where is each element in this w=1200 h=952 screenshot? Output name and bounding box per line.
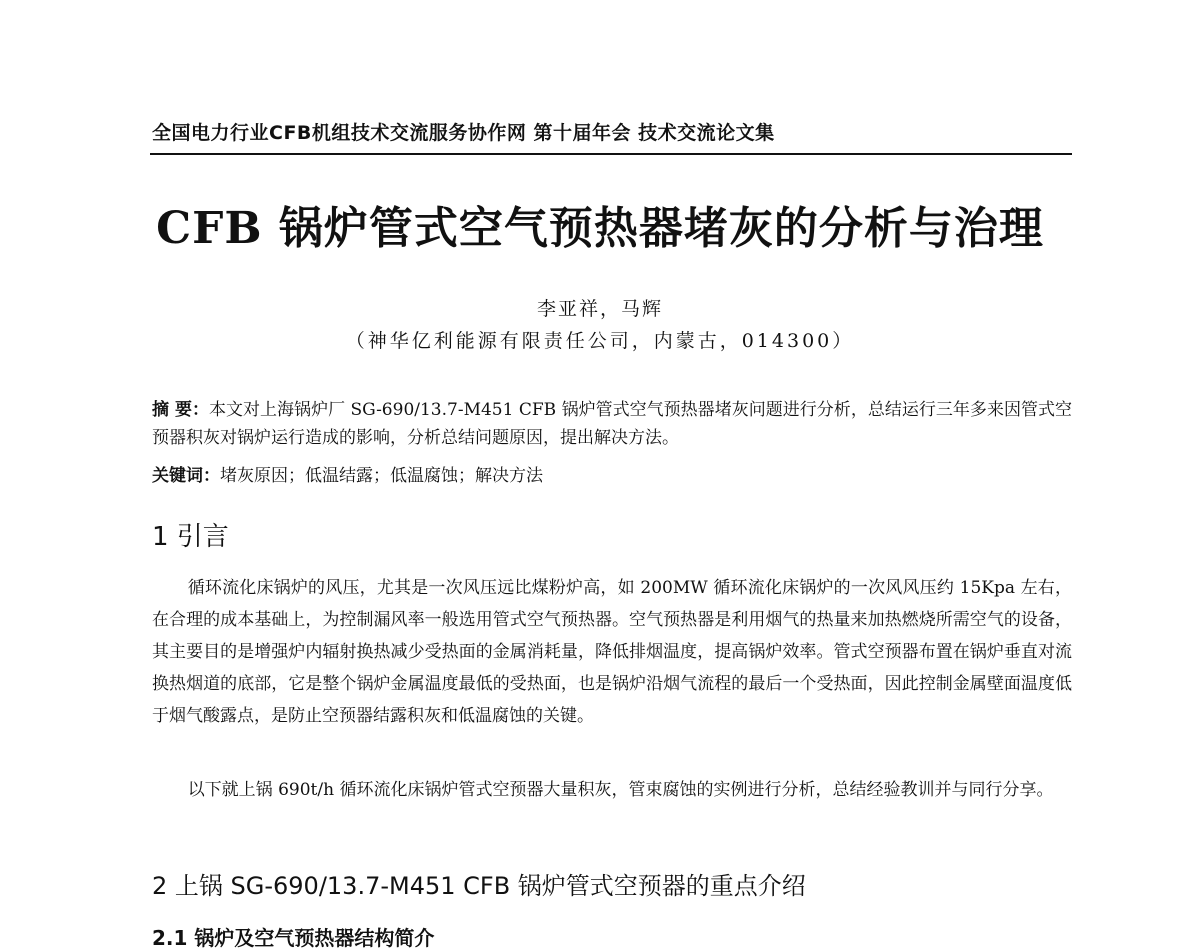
section-2-heading: 2 上锅 SG-690/13.7-M451 CFB 锅炉管式空预器的重点介绍	[152, 872, 806, 900]
abstract	[152, 396, 1072, 452]
paper-title: CFB 锅炉管式空气预热器堵灰的分析与治理	[156, 203, 1044, 254]
abstract-label: 摘 要：	[152, 400, 209, 420]
abstract-text: 本文对上海锅炉厂 SG-690/13.7-M451 CFB 锅炉管式空气预热器堵灰问题进行分析，总结运行三年多来因管式空预器积灰对锅炉运行造成的影响，分析总结问题原因，提出解决方法。	[152, 400, 1072, 448]
authors: 李亚祥，马辉	[536, 298, 663, 320]
section-1-paragraph-1: 循环流化床锅炉的风压，尤其是一次风压远比煤粉炉高，如 200MW 循环流化床锅炉的一次风风压约 15Kpa 左右，在合理的成本基础上，为控制漏风率一般选用管式空气预热器。空气预热器是利用烟气的热量来加热燃烧所需空气的设备，其主要目的是增强炉内辐射换热减少受热面的金属消耗量，降低排烟温度，提高锅炉效率。管式空预器布置在锅炉垂直对流换热烟道的底部，它是整个锅炉金属温度最低的受热面，也是锅炉沿烟气流程的最后一个受热面，因此控制金属壁面温度低于烟气酸露点，是防止空预器结露积灰和低温腐蚀的关键。	[152, 578, 1072, 726]
keywords	[152, 462, 1072, 490]
header-rule	[150, 153, 1072, 155]
running-header: 全国电力行业CFB机组技术交流服务协作网 第十届年会 技术交流论文集	[152, 122, 775, 144]
section-1-heading: 1 引言	[152, 522, 229, 552]
keywords-text: 堵灰原因；低温结露；低温腐蚀；解决方法	[220, 466, 543, 486]
keywords-label: 关键词：	[152, 466, 220, 486]
section-1-paragraph-2: 以下就上锅 690t/h 循环流化床锅炉管式空预器大量积灰，管束腐蚀的实例进行分析，总结经验教训并与同行分享。	[187, 780, 1054, 800]
section-2-1-heading: 2.1 锅炉及空气预热器结构简介	[152, 926, 435, 950]
affiliation: （神华亿利能源有限责任公司，内蒙古，014300）	[345, 330, 855, 352]
